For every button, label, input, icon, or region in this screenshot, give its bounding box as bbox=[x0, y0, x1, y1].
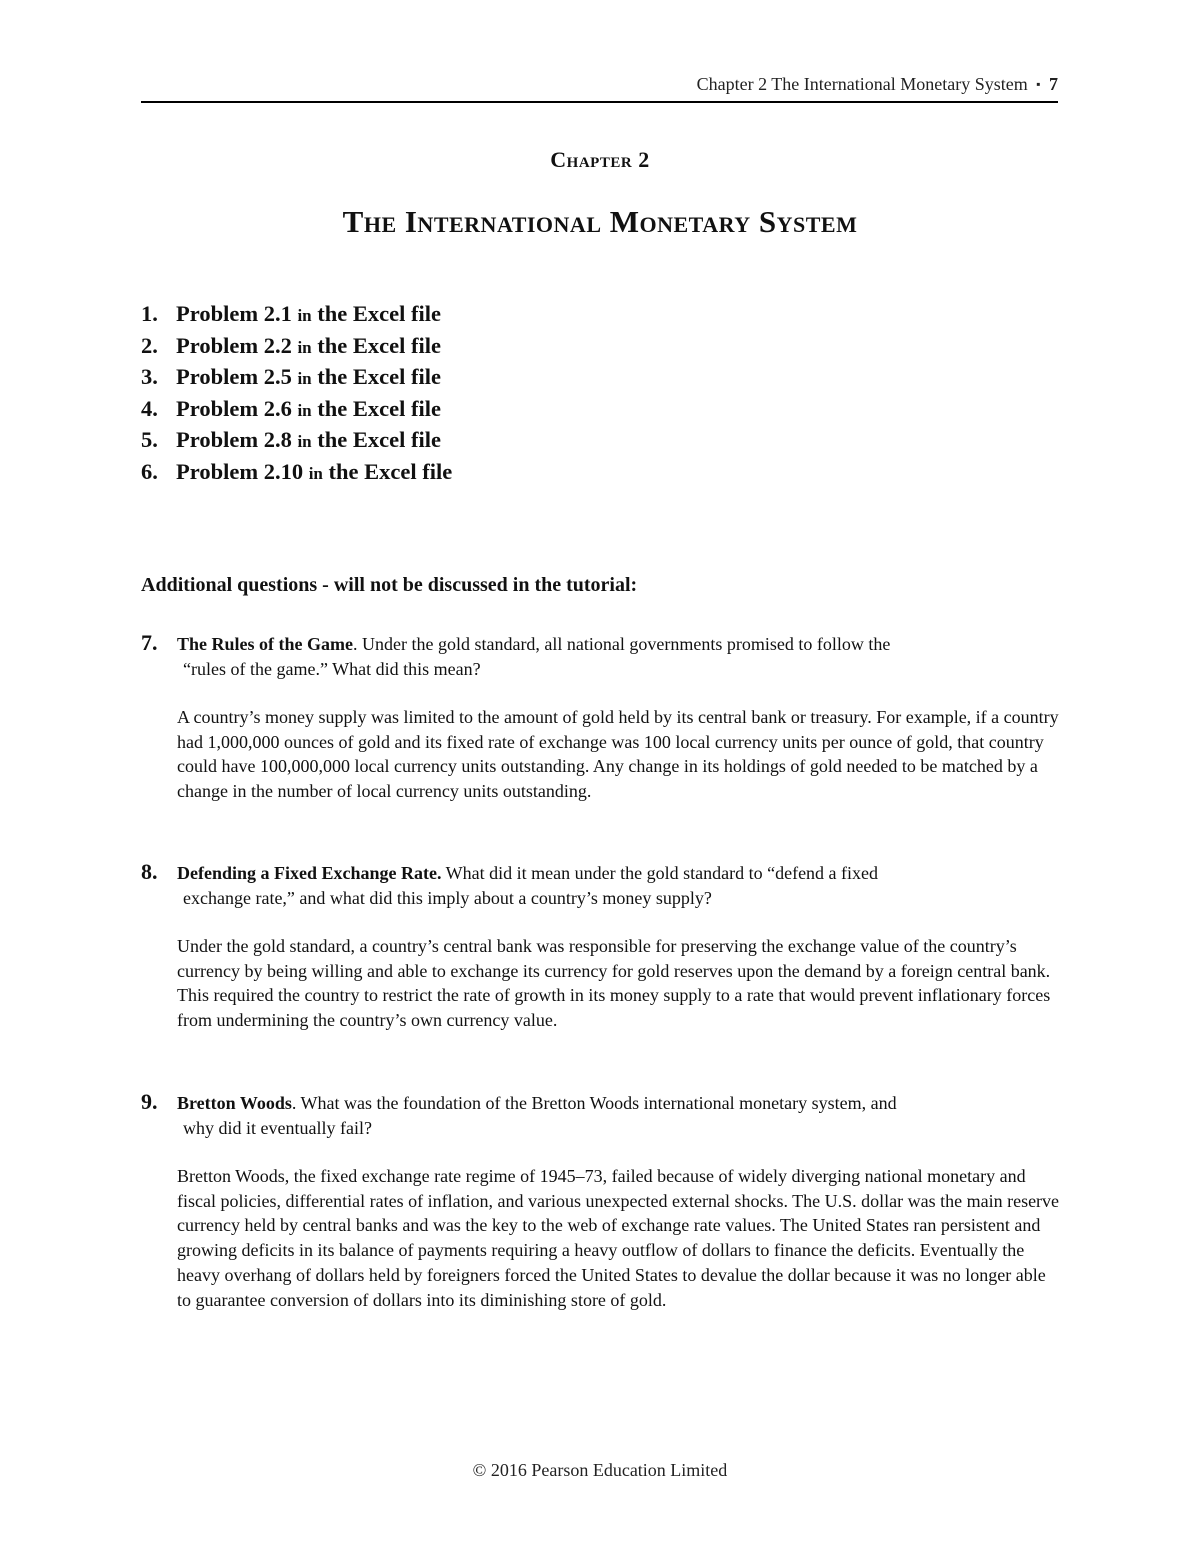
question-prompt: Bretton Woods. What was the foundation of the Bretton Woods international monetary system, and why did it eventually fail? bbox=[177, 1093, 897, 1138]
chapter-title: The International Monetary System bbox=[342, 204, 858, 239]
header-rule bbox=[141, 101, 1058, 103]
problem-item: 2. Problem 2.2 in the Excel file bbox=[141, 332, 441, 358]
question-term: Defending a Fixed Exchange Rate. bbox=[177, 863, 442, 883]
problem-item: 1. Problem 2.1 in the Excel file bbox=[141, 301, 441, 326]
question-number: 8. bbox=[141, 859, 158, 884]
question-number: 7. bbox=[141, 630, 158, 655]
question-item bbox=[141, 861, 1061, 1033]
header-separator: ▪ bbox=[1036, 77, 1041, 91]
running-title: Chapter 2 The International Monetary System bbox=[696, 74, 1028, 94]
question-answer: A country’s money supply was limited to the amount of gold held by its central bank or treasury. For example, if a country had 1,000,000 ounces of gold and its fixed rate of exchange was 100 local currency units per ounce of gold, that country could have 100,000,000 local currency units outstanding. Any change in its holdings of gold needed to be matched by a change in the number of local currency units outstanding. bbox=[177, 707, 1059, 802]
question-item bbox=[141, 632, 1061, 804]
problem-item: 3. Problem 2.5 in the Excel file bbox=[141, 364, 441, 389]
question-term: The Rules of the Game bbox=[177, 634, 353, 654]
problem-item: 6. Problem 2.10 in the Excel file bbox=[141, 458, 453, 484]
question-prompt: The Rules of the Game. Under the gold standard, all national governments promised to follow the “rules of the game.” What did this mean? bbox=[177, 634, 891, 679]
question-prompt: Defending a Fixed Exchange Rate. What did it mean under the gold standard to “defend a fixed exchange rate,” and what did this imply about a country’s money supply? bbox=[177, 863, 879, 908]
additional-questions-heading: Additional questions - will not be discussed in the tutorial: bbox=[141, 574, 638, 596]
chapter-label: Chapter 2 bbox=[550, 147, 650, 172]
copyright-footer: © 2016 Pearson Education Limited bbox=[472, 1460, 728, 1480]
running-header bbox=[141, 74, 1058, 95]
question-item bbox=[141, 1091, 1061, 1312]
question-term: Bretton Woods bbox=[177, 1093, 292, 1113]
page-number: 7 bbox=[1049, 74, 1058, 94]
question-answer: Under the gold standard, a country’s central bank was responsible for preserving the exchange value of the country’s currency by being willing and able to exchange its currency for gold reserves upon the demand by a foreign central bank. This required the country to restrict the rate of growth in its money supply to a rate that would prevent inflationary forces from undermining the country’s own currency value. bbox=[177, 936, 1051, 1031]
question-answer: Bretton Woods, the fixed exchange rate regime of 1945–73, failed because of widely diverging national monetary and fiscal policies, differential rates of inflation, and various unexpected external shocks. The U.S. dollar was the main reserve currency held by central banks and was the key to the web of exchange rate values. The United States ran persistent and growing deficits in its balance of payments requiring a heavy outflow of dollars to finance the deficits. Eventually the heavy overhang of dollars held by foreigners forced the United States to devalue the dollar because it was no longer able to guarantee conversion of dollars into its diminishing store of gold. bbox=[177, 1166, 1060, 1310]
problem-item: 4. Problem 2.6 in the Excel file bbox=[141, 395, 441, 421]
problem-list bbox=[141, 298, 452, 487]
problem-item: 5. Problem 2.8 in the Excel file bbox=[141, 427, 441, 452]
question-number: 9. bbox=[141, 1089, 158, 1114]
